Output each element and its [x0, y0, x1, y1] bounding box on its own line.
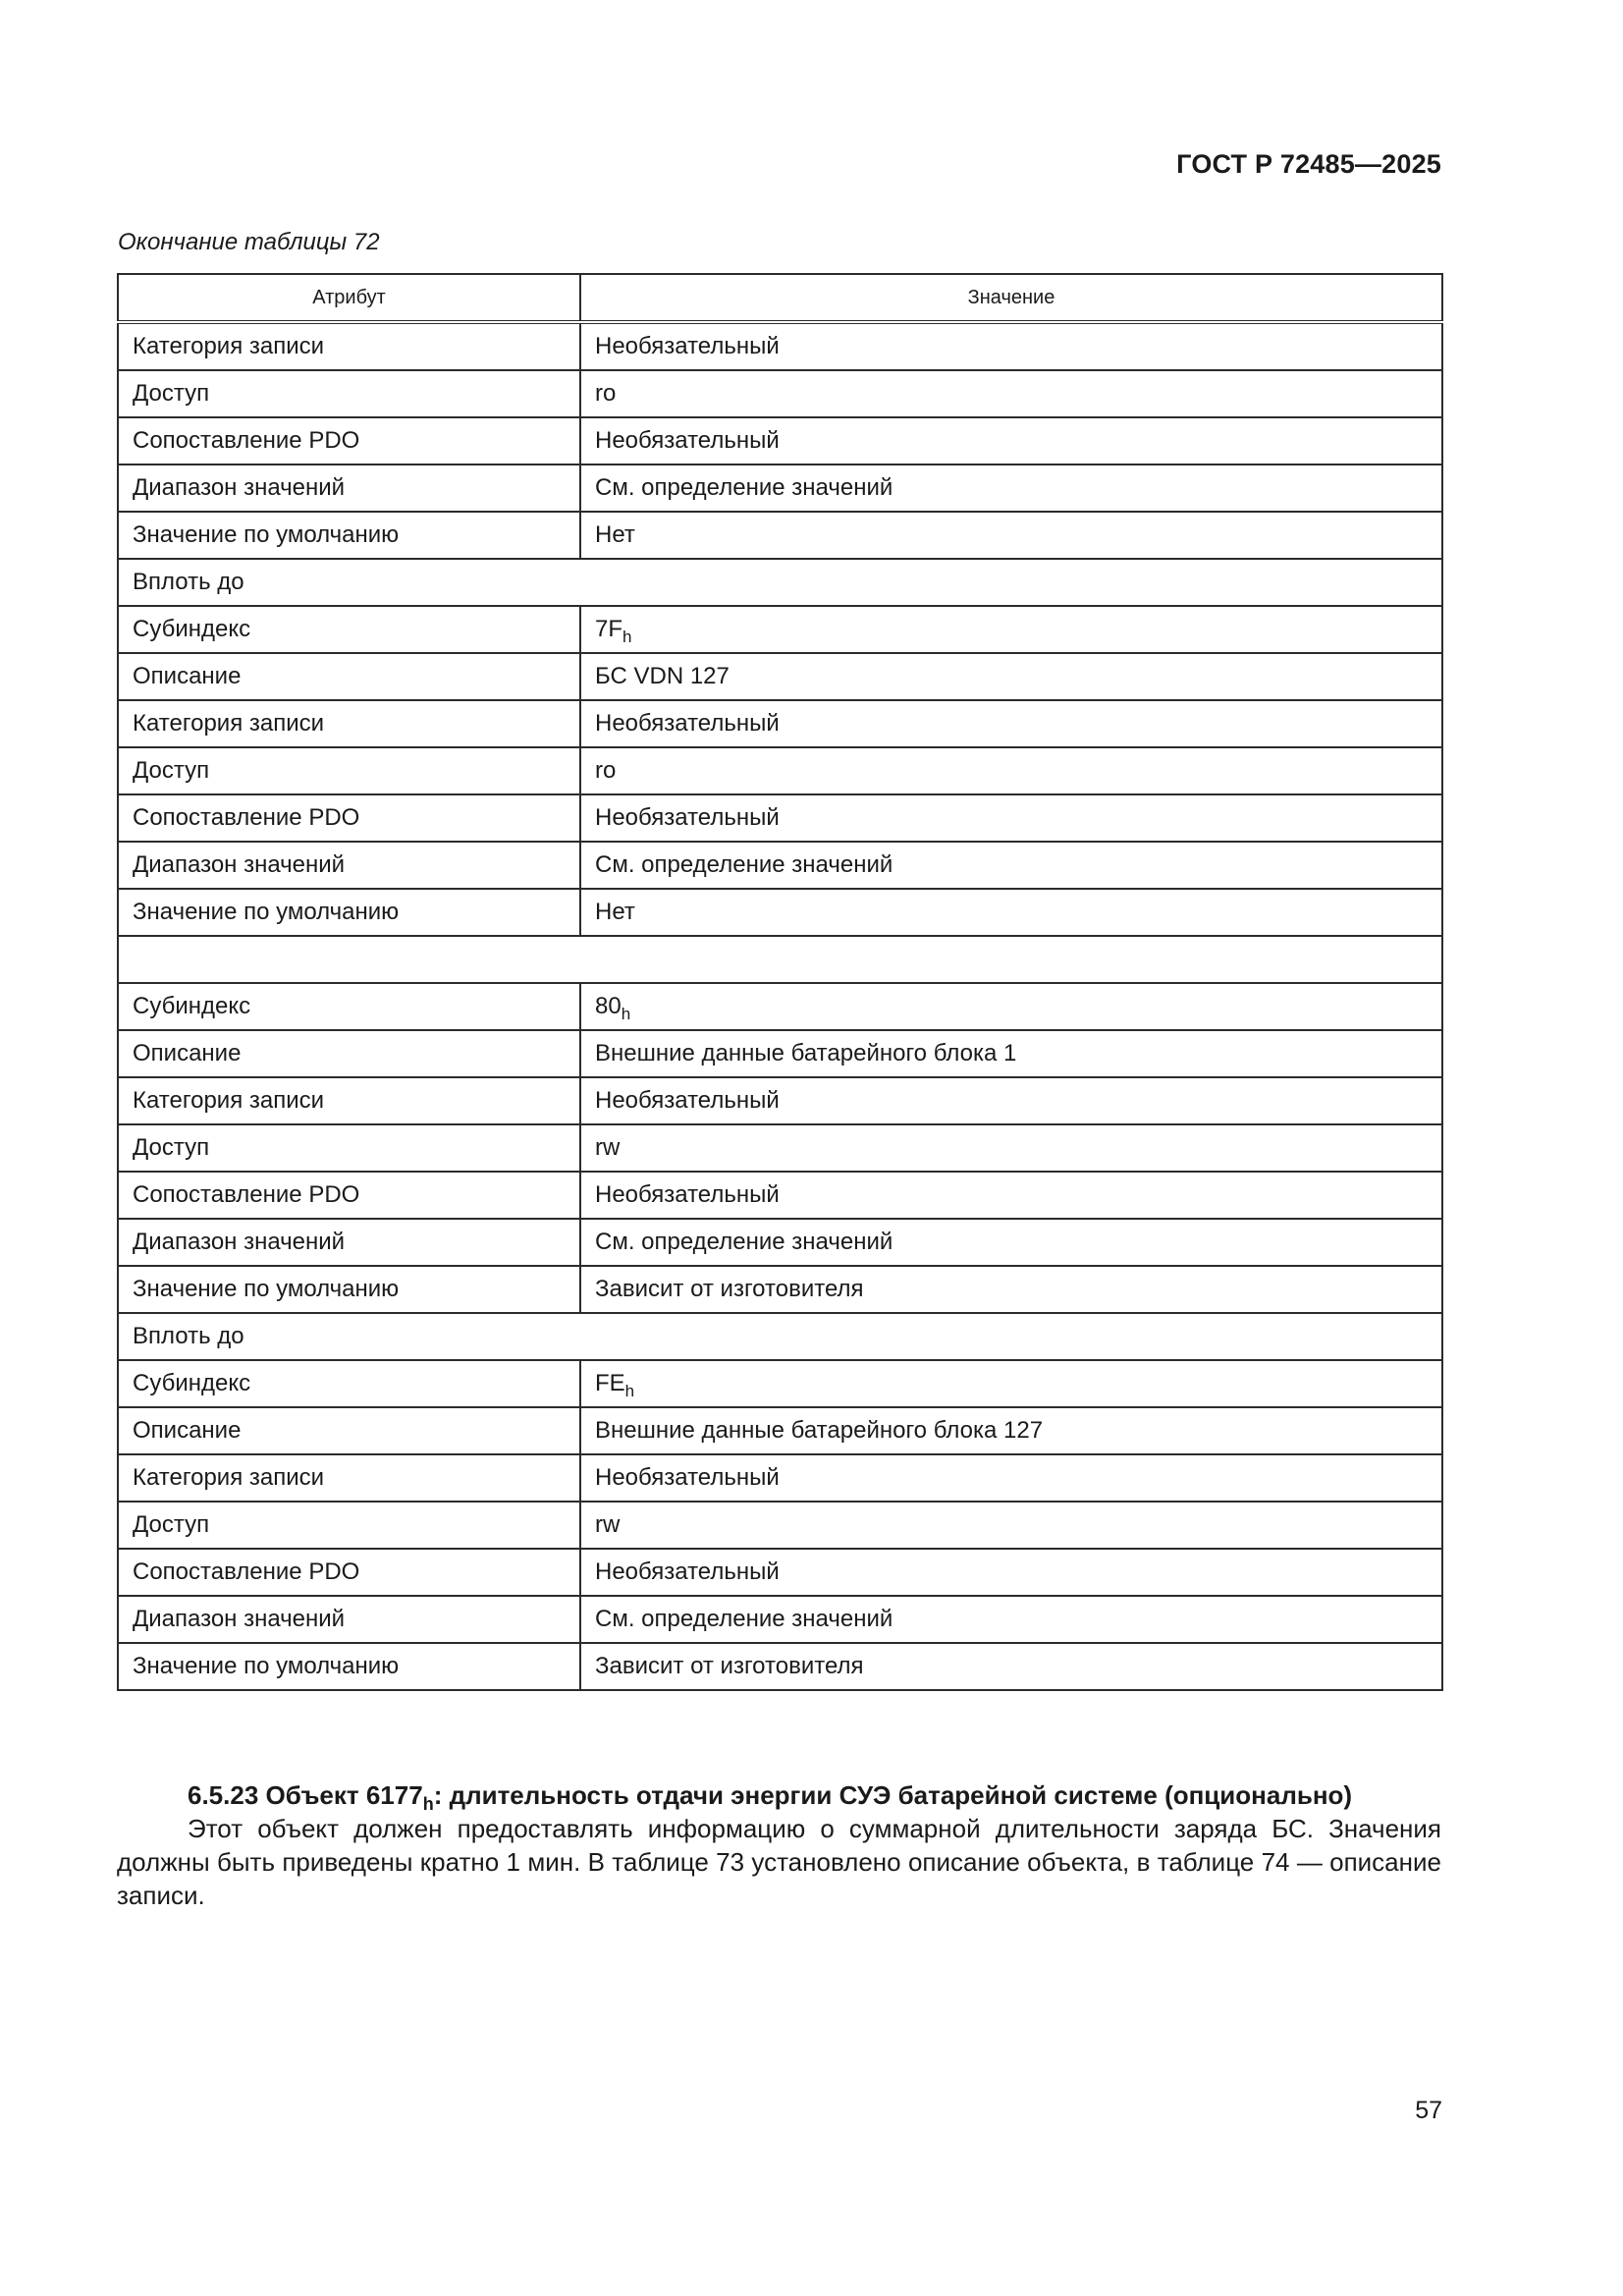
attribute-cell: Описание — [118, 653, 580, 700]
value-text: См. определение значений — [595, 474, 893, 501]
table-row — [118, 983, 1442, 1030]
table-row — [118, 1124, 1442, 1172]
value-text: Необязательный — [595, 710, 780, 737]
value-text: Необязательный — [595, 804, 780, 831]
attribute-cell: Описание — [118, 1030, 580, 1077]
column-header-attribute: Атрибут — [118, 274, 580, 322]
table-row — [118, 1549, 1442, 1596]
attribute-cell: Категория записи — [118, 322, 580, 370]
value-cell — [580, 417, 1442, 465]
table-span-cell — [118, 936, 1442, 983]
table-row — [118, 1360, 1442, 1407]
value-text: Необязательный — [595, 427, 780, 454]
value-text: 80 — [595, 993, 622, 1019]
value-text: См. определение значений — [595, 1606, 893, 1632]
table-row — [118, 1219, 1442, 1266]
value-subscript: h — [621, 1005, 631, 1023]
document-id: ГОСТ Р 72485—2025 — [1176, 149, 1441, 179]
value-cell — [580, 1407, 1442, 1454]
value-cell — [580, 1596, 1442, 1643]
value-text: ro — [595, 380, 617, 407]
table-row — [118, 747, 1442, 794]
value-cell — [580, 1030, 1442, 1077]
table-row — [118, 417, 1442, 465]
value-text: Необязательный — [595, 333, 780, 359]
attribute-table — [117, 273, 1443, 1691]
value-cell — [580, 1077, 1442, 1124]
attribute-cell: Доступ — [118, 370, 580, 417]
value-cell — [580, 512, 1442, 559]
value-cell — [580, 1219, 1442, 1266]
attribute-cell: Категория записи — [118, 700, 580, 747]
table-row — [118, 842, 1442, 889]
section-6-5-23 — [117, 1778, 1441, 1912]
table-row — [118, 1313, 1442, 1360]
attribute-cell: Диапазон значений — [118, 1219, 580, 1266]
page-number: 57 — [1415, 2097, 1442, 2124]
value-subscript: h — [624, 1382, 635, 1400]
value-cell — [580, 465, 1442, 512]
value-cell — [580, 747, 1442, 794]
value-text: Необязательный — [595, 1464, 780, 1491]
section-heading — [117, 1778, 1441, 1812]
section-heading-subscript: h — [422, 1794, 434, 1814]
attribute-cell: Категория записи — [118, 1454, 580, 1502]
value-cell — [580, 889, 1442, 936]
value-cell — [580, 1643, 1442, 1690]
table-row — [118, 1266, 1442, 1313]
column-header-value: Значение — [580, 274, 1442, 322]
table-row — [118, 936, 1442, 983]
value-text: Необязательный — [595, 1558, 780, 1585]
table-row — [118, 1596, 1442, 1643]
table-row — [118, 653, 1442, 700]
attribute-cell: Субиндекс — [118, 983, 580, 1030]
value-cell — [580, 1454, 1442, 1502]
table-row — [118, 1643, 1442, 1690]
table-body — [118, 322, 1442, 1690]
section-body: Этот объект должен предоставлять информацию о суммарной длительности заряда БС. Значения должны быть приведены кратно 1 мин. В таблице 73 установлено описание объекта, в таблице 74 — описание записи. — [117, 1814, 1441, 1910]
table-row — [118, 700, 1442, 747]
value-cell — [580, 1549, 1442, 1596]
section-heading-prefix: 6.5.23 Объект 6177 — [188, 1780, 423, 1810]
attribute-cell: Субиндекс — [118, 606, 580, 653]
value-cell — [580, 700, 1442, 747]
table-row — [118, 1502, 1442, 1549]
table-row — [118, 889, 1442, 936]
value-text: Необязательный — [595, 1087, 780, 1114]
table-span-cell: Вплоть до — [118, 559, 1442, 606]
attribute-cell: Сопоставление PDO — [118, 1549, 580, 1596]
attribute-cell: Значение по умолчанию — [118, 1643, 580, 1690]
value-text: Нет — [595, 521, 635, 548]
value-subscript: h — [622, 628, 632, 646]
value-text: rw — [595, 1511, 621, 1538]
attribute-cell: Доступ — [118, 747, 580, 794]
attribute-cell: Описание — [118, 1407, 580, 1454]
value-cell — [580, 606, 1442, 653]
table-row — [118, 559, 1442, 606]
value-text: ro — [595, 757, 617, 784]
table-row — [118, 1077, 1442, 1124]
table-caption: Окончание таблицы 72 — [118, 229, 380, 255]
value-text: Нет — [595, 899, 635, 925]
value-cell — [580, 983, 1442, 1030]
value-text: Зависит от изготовителя — [595, 1653, 864, 1679]
value-text: Внешние данные батарейного блока 1 — [595, 1040, 1017, 1066]
table-header-row — [118, 274, 1442, 322]
value-text: rw — [595, 1134, 621, 1161]
value-text: См. определение значений — [595, 1229, 893, 1255]
value-text: См. определение значений — [595, 851, 893, 878]
table-row — [118, 465, 1442, 512]
attribute-cell: Диапазон значений — [118, 1596, 580, 1643]
table-row — [118, 322, 1442, 370]
value-text: БС VDN 127 — [595, 663, 730, 689]
value-cell — [580, 653, 1442, 700]
value-text: Необязательный — [595, 1181, 780, 1208]
table-row — [118, 1407, 1442, 1454]
value-cell — [580, 1124, 1442, 1172]
attribute-cell: Сопоставление PDO — [118, 417, 580, 465]
value-cell — [580, 794, 1442, 842]
attribute-cell: Субиндекс — [118, 1360, 580, 1407]
value-cell — [580, 1266, 1442, 1313]
attribute-cell: Значение по умолчанию — [118, 512, 580, 559]
attribute-cell: Доступ — [118, 1502, 580, 1549]
value-text: Внешние данные батарейного блока 127 — [595, 1417, 1044, 1444]
attribute-cell: Категория записи — [118, 1077, 580, 1124]
value-cell — [580, 1360, 1442, 1407]
table-row — [118, 606, 1442, 653]
attribute-cell: Сопоставление PDO — [118, 1172, 580, 1219]
value-text: FE — [595, 1370, 625, 1396]
value-text: 7F — [595, 616, 623, 642]
table-row — [118, 512, 1442, 559]
table-row — [118, 1172, 1442, 1219]
table-span-cell: Вплоть до — [118, 1313, 1442, 1360]
attribute-cell: Значение по умолчанию — [118, 1266, 580, 1313]
value-text: Зависит от изготовителя — [595, 1276, 864, 1302]
value-cell — [580, 370, 1442, 417]
table-row — [118, 794, 1442, 842]
table-row — [118, 1454, 1442, 1502]
attribute-cell: Диапазон значений — [118, 465, 580, 512]
value-cell — [580, 322, 1442, 370]
value-cell — [580, 1172, 1442, 1219]
value-cell — [580, 842, 1442, 889]
table-row — [118, 370, 1442, 417]
attribute-cell: Сопоставление PDO — [118, 794, 580, 842]
attribute-cell: Диапазон значений — [118, 842, 580, 889]
section-heading-rest: : длительность отдачи энергии СУЭ батарейной системе (опционально) — [433, 1780, 1353, 1810]
table-row — [118, 1030, 1442, 1077]
attribute-cell: Значение по умолчанию — [118, 889, 580, 936]
attribute-cell: Доступ — [118, 1124, 580, 1172]
value-cell — [580, 1502, 1442, 1549]
